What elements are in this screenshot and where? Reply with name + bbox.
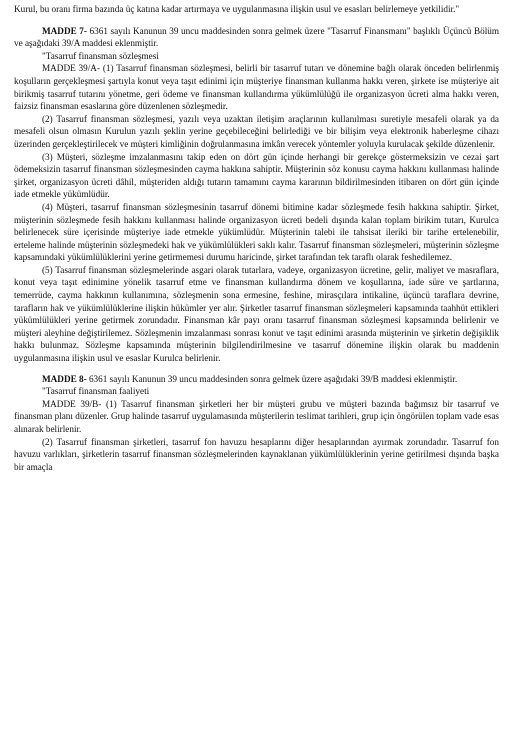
- spacer: [14, 16, 499, 25]
- article-39a-title: "Tasarruf finansman sözleşmesi: [42, 50, 159, 61]
- article-7-intro-text: 6361 sayılı Kanunun 39 uncu maddesinden sonra gelmek üzere "Tasarruf Finansmanı" başlıklı Üçüncü Bölüm ve aşağıdaki 39/A maddesi eklenmiştir.: [14, 25, 499, 49]
- article-39b-title: "Tasarruf finansman faaliyeti: [42, 386, 150, 397]
- article-39a-paragraph-1: MADDE 39/A- (1) Tasarruf finansman sözleşmesi, belirli bir tasarruf tutarı ve dönemine bağlı olarak önceden belirlenmiş koşulların gerçekleşmesi şartıyla konut veya taşıt edinimi için müşteriye finansman kullanma hakkı veren, şirkete ise müşteriye ait birikmiş tasarruf tutarını yönetme, geri ödeme ve finansman kullandırma yükümlülüğü ile organizasyon ücreti alma hakkı veren, faizsiz finansman esaslarına göre düzenlenen sözleşmedir.: [14, 63, 499, 112]
- article-8-intro-text: 6361 sayılı Kanunun 39 uncu maddesinden sonra gelmek üzere aşağıdaki 39/B maddesi eklenmiştir.: [86, 373, 458, 384]
- continuation-paragraph: Kurul, bu oranı firma bazında üç katına kadar artırmaya ve uygulanmasına ilişkin usul ve esasları belirlemeye yetkilidir.": [14, 4, 460, 14]
- article-8-heading: MADDE 8-: [42, 373, 87, 384]
- article-8-intro: [14, 373, 499, 386]
- article-39b-paragraph-2: (2) Tasarruf finansman şirketleri, tasarruf fon havuzu hesaplarını diğer hesaplarından ayırmak zorundadır. Tasarruf fon havuzu varlıkları, şirketlerin tasarruf finansman sözleşmelerinden kaynaklanan yükümlülüklerinin yerine getirilmesi dışında başka bir amaçla: [14, 436, 499, 472]
- article-39a-paragraph-4: (4) Müşteri, tasarruf finansman sözleşmesinin tasarruf dönemi bitimine kadar sözleşmede fesih hakkına sahiptir. Şirket, müşterinin sözleşmede fesih hakkını kullanması halinde organizasyon ücreti bedeli dışında kalan toplam birikim tutarı, Kurulca belirlenecek süre içerisinde müşteriye iade etmekle yükümlüdür. Müşterinin talebi ile tahsisat ileriki bir tarihe ertelenebilir, erteleme halinde müşterinin sözleşmedeki hak ve yükümlülükleri saklı kalır. Tasarruf finansman sözleşmeleri, müşterinin sözleşme kapsamındaki yükümlülüklerini yerine getirmemesi durumu haricinde, şirket tarafından tek taraflı olarak feshedilemez.: [14, 201, 499, 263]
- article-7-heading: MADDE 7-: [42, 25, 87, 36]
- article-39a-paragraph-2: (2) Tasarruf finansman sözleşmesi, yazılı veya uzaktan iletişim araçlarının kullanılması suretiyle mesafeli olarak ya da mesafeli olsun olmasın Kurulun yazılı şeklin yerine geçebileceğini belirlediği ve bir bilişim veya elektronik haberleşme cihazı üzerinden gerçekleştirilecek ve müşteri kimliğinin doğrulanmasına imkân verecek yöntemler yoluyla kurulacak şekilde düzenlenir.: [14, 113, 499, 149]
- article-39a-paragraph-5: (5) Tasarruf finansman sözleşmelerinde asgari olarak tutarlara, vadeye, organizasyon ücretine, gelir, maliyet ve masraflara, konut veya taşıt edinimine yönelik tasarruf etme ve finansman kullandırma dönem ve koşullarına, iade süre ve şartlarına, temerrüde, cayma hakkının kullanımına, sözleşmenin sona ermesine, feshine, mirasçılara intikaline, üçüncü taraflara devrine, tarafların hak ve yükümlülüklerine ilişkin hükümler yer alır. Şirketler tasarruf finansman sözleşmeleri kapsamında taahhüt ettikleri yükümlülükleri yerine getirmek zorundadır. Finansman kâr payı oranı tasarruf finansman sözleşmesi kapsamında belirlenir ve müşteri aleyhine değiştirilemez. Sözleşmenin imzalanması sonrası konut ve taşıt edinimi arasında müşterinin ve şirketin değişiklik hakkı bulunmaz. Sözleşme kapsamında müşterinin bilgilendirilmesine ve tasarruf dönemine ilişkin olarak bu maddenin uygulanmasına ilişkin usul ve esaslar Kurulca belirlenir.: [14, 264, 499, 364]
- article-39a-paragraph-3: (3) Müşteri, sözleşme imzalanmasını takip eden on dört gün içinde herhangi bir gerekçe göstermeksizin ve cezai şart ödemeksizin tasarruf finansman sözleşmesinden cayma hakkına sahiptir. Müşterinin söz konusu cayma hakkını kullanması halinde şirket, organizasyon ücreti dâhil, müşteriden aldığı tutarın tamamını cayma kararının bildirilmesinden itibaren on dört gün içinde iade etmekle yükümlüdür.: [14, 151, 499, 200]
- article-7-intro: [14, 25, 499, 50]
- article-39b-paragraph-1: MADDE 39/B- (1) Tasarruf finansman şirketleri her bir müşteri grubu ve müşteri bazında bağımsız bir tasarruf ve finansman planı düzenler. Grup halinde tasarruf uygulamasında müşterilerin teslimat tarihleri, grup için öngörülen toplam vade esas alınarak belirlenir.: [14, 398, 500, 434]
- spacer: [14, 365, 499, 373]
